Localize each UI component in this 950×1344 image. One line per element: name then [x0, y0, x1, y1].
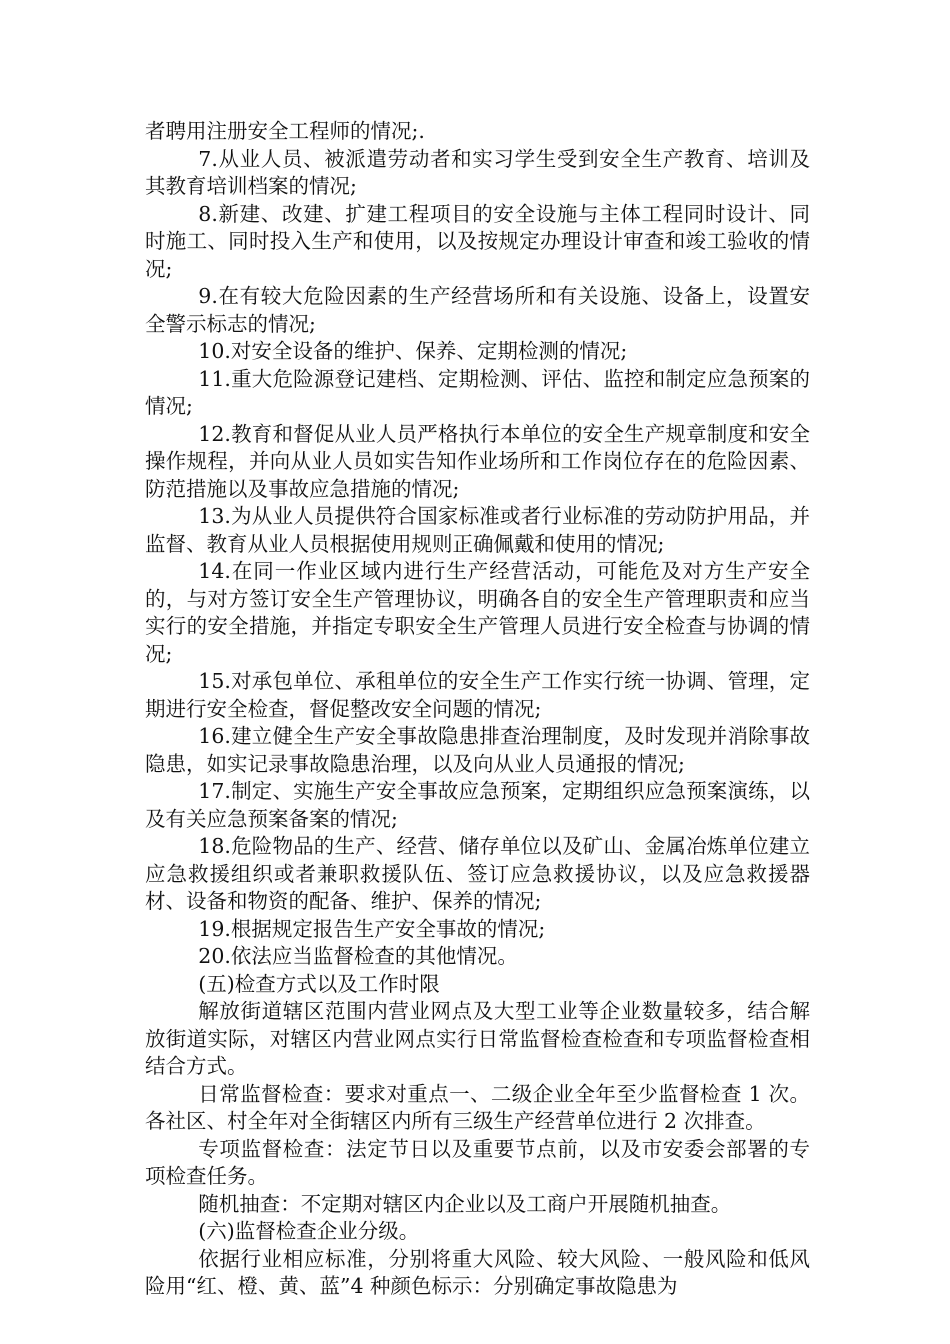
- paragraph-item-7: 7.从业人员、被派遣劳动者和实习学生受到安全生产教育、培训及其教育培训档案的情况;: [145, 146, 810, 198]
- paragraph-item-15: 15.对承包单位、承租单位的安全生产工作实行统一协调、管理，定期进行安全检查，督促整改安全问题的情况;: [145, 669, 810, 721]
- paragraph-item-9: 9.在有较大危险因素的生产经营场所和有关设施、设备上，设置安全警示标志的情况;: [145, 284, 810, 336]
- paragraph-item-20: 20.依法应当监督检查的其他情况。: [198, 944, 518, 968]
- paragraph-item-18: 18.危险物品的生产、经营、储存单位以及矿山、金属冶炼单位建立应急救援组织或者兼职救援队伍、签订应急救援协议，以及应急救援器材、设备和物资的配备、维护、保养的情况;: [145, 834, 810, 913]
- paragraph-continuation: 者聘用注册安全工程师的情况;.: [145, 119, 425, 143]
- section-heading-5: (五)检查方式以及工作时限: [198, 971, 440, 996]
- paragraph-special-inspection: 专项监督检查：法定节日以及重要节点前，以及市安委会部署的专项检查任务。: [145, 1136, 810, 1188]
- paragraph-item-8: 8.新建、改建、扩建工程项目的安全设施与主体工程同时设计、同时施工、同时投入生产和使用，以及按规定办理设计审查和竣工验收的情况;: [145, 201, 810, 281]
- document-body: [145, 118, 810, 1301]
- paragraph-item-14: 14.在同一作业区域内进行生产经营活动，可能危及对方生产安全的，与对方签订安全生产管理协议，明确各自的安全生产管理职责和应当实行的安全措施，并指定专职安全生产管理人员进行安全检查与协调的情况;: [145, 559, 810, 666]
- paragraph-random-inspection: 随机抽查：不定期对辖区内企业以及工商户开展随机抽查。: [198, 1191, 732, 1216]
- paragraph-item-11: 11.重大危险源登记建档、定期检测、评估、监控和制定应急预案的情况;: [145, 366, 810, 418]
- paragraph-inspection-intro: 解放街道辖区范围内营业网点及大型工业等企业数量较多，结合解放街道实际，对辖区内营业网点实行日常监督检查检查和专项监督检查相结合方式。: [145, 999, 810, 1078]
- paragraph-daily-inspection: 日常监督检查：要求对重点一、二级企业全年至少监督检查 1 次。各社区、村全年对全街辖区内所有三级生产经营单位进行 2 次排查。: [145, 1081, 810, 1133]
- paragraph-item-16: 16.建立健全生产安全事故隐患排查治理制度，及时发现并消除事故隐患，如实记录事故隐患治理，以及向从业人员通报的情况;: [145, 724, 810, 776]
- paragraph-item-13: 13.为从业人员提供符合国家标准或者行业标准的劳动防护用品，并监督、教育从业人员根据使用规则正确佩戴和使用的情况;: [145, 504, 810, 556]
- paragraph-risk-grading: 依据行业相应标准，分别将重大风险、较大风险、一般风险和低风险用“红、橙、黄、蓝”4 种颜色标示：分别确定事故隐患为: [145, 1246, 810, 1298]
- paragraph-item-19: 19.根据规定报告生产安全事故的情况;: [198, 916, 546, 941]
- section-heading-6: (六)监督检查企业分级。: [198, 1219, 420, 1243]
- paragraph-item-10: 10.对安全设备的维护、保养、定期检测的情况;: [198, 339, 628, 363]
- paragraph-item-12: 12.教育和督促从业人员严格执行本单位的安全生产规章制度和安全操作规程，并向从业人员如实告知作业场所和工作岗位存在的危险因素、防范措施以及事故应急措施的情况;: [145, 421, 810, 501]
- paragraph-item-17: 17.制定、实施生产安全事故应急预案，定期组织应急预案演练，以及有关应急预案备案的情况;: [145, 779, 810, 831]
